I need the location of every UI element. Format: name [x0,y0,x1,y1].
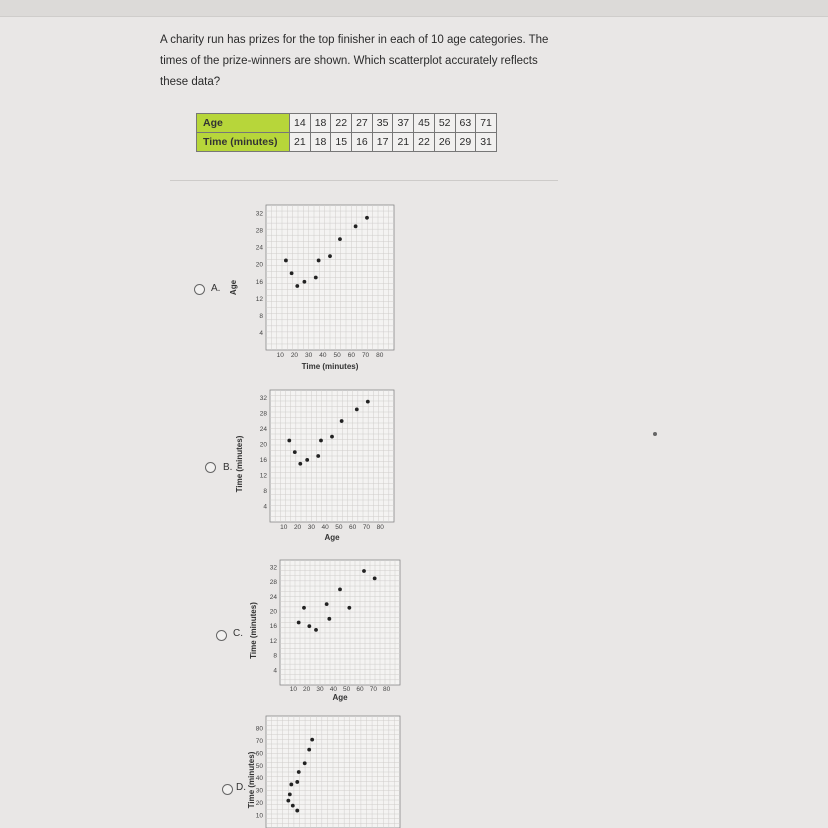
x-tick-label: 60 [356,686,364,693]
age-row [197,114,497,133]
data-point [289,783,293,787]
y-axis-label: Time (minutes) [249,602,258,659]
time-cell: 21 [393,133,414,152]
x-tick-label: 20 [303,686,311,693]
divider [170,180,558,181]
data-point [338,588,342,592]
y-tick-label: 16 [259,456,267,464]
y-tick-label: 28 [269,579,277,587]
data-point [340,419,344,423]
y-tick-label: 20 [259,441,267,449]
data-point [288,793,292,797]
option-b-letter: B. [223,462,233,473]
data-point [366,400,370,404]
time-cell: 22 [414,133,435,152]
time-cell: 15 [331,133,352,152]
age-cell: 71 [476,114,497,133]
x-tick-label: 80 [376,352,384,359]
data-point [297,770,301,774]
data-point [314,628,318,632]
y-tick-label: 24 [269,593,277,601]
x-tick-label: 40 [319,352,327,359]
data-point [325,602,329,606]
data-point [297,621,301,625]
data-point [290,271,294,275]
x-tick-label: 30 [307,524,315,531]
data-point [316,454,320,458]
time-cell: 21 [290,133,311,152]
age-cell: 63 [455,114,476,133]
data-point [293,450,297,454]
y-tick-label: 16 [269,623,277,631]
y-axis-label: Age [229,279,238,296]
x-tick-label: 50 [335,524,343,531]
data-point [362,569,366,573]
option-c-letter: C. [233,628,243,639]
y-tick-label: 12 [259,472,267,480]
data-point [317,259,321,263]
age-cell: 35 [372,114,393,133]
data-point [354,224,358,228]
time-cell: 26 [434,133,455,152]
y-tick-label: 8 [263,487,267,495]
y-tick-label: 24 [259,425,267,433]
age-cell: 22 [331,114,352,133]
y-tick-label: 50 [255,762,263,770]
y-axis-label: Time (minutes) [235,435,244,493]
question-text: A charity run has prizes for the top finisher in each of 10 age categories. The times of the prize-winners are shown. Which scatterplot accurately reflects these data? [160,34,549,88]
data-point [355,408,359,412]
age-cell: 14 [290,114,311,133]
data-point [347,606,351,610]
y-tick-label: 12 [269,637,277,645]
data-point [302,606,306,610]
y-tick-label: 40 [255,775,263,783]
option-c-scatterplot[interactable] [244,560,414,710]
data-point [295,780,299,784]
y-tick-label: 12 [255,295,263,303]
data-point [365,216,369,220]
data-point [287,439,291,443]
y-tick-label: 4 [273,667,277,675]
data-point [295,284,299,288]
data-point [303,280,307,284]
data-point [330,435,334,439]
data-point [303,761,307,765]
x-tick-label: 70 [369,686,377,693]
y-tick-label: 20 [269,608,277,616]
x-tick-label: 40 [329,686,337,693]
option-b-scatterplot[interactable] [232,390,402,550]
option-d-scatterplot[interactable] [247,716,412,828]
y-tick-label: 32 [255,210,263,218]
x-tick-label: 30 [316,686,324,693]
y-tick-label: 28 [259,410,267,418]
y-tick-label: 20 [255,261,263,269]
option-a-radio[interactable] [194,284,205,295]
y-tick-label: 4 [263,503,267,511]
age-cell: 45 [414,114,435,133]
data-point [310,738,314,742]
y-tick-label: 10 [255,812,263,820]
data-point [373,576,377,580]
x-tick-label: 60 [347,352,355,359]
x-tick-label: 20 [290,352,299,359]
data-point [314,276,318,280]
time-cell: 29 [455,133,476,152]
data-point [338,237,342,241]
option-a-scatterplot[interactable] [226,205,384,375]
data-table [196,113,497,152]
y-tick-label: 60 [255,750,263,758]
data-point [284,259,288,263]
data-point [286,799,290,803]
y-tick-label: 80 [255,725,263,733]
option-d-radio[interactable] [222,784,233,795]
x-tick-label: 70 [362,524,371,531]
time-cell: 18 [310,133,331,152]
y-tick-label: 28 [255,227,263,235]
data-point [291,804,295,808]
time-row [197,133,497,152]
data-point [295,809,299,813]
x-tick-label: 20 [293,524,302,531]
age-cell: 52 [434,114,455,133]
age-header: Age [197,114,290,133]
x-tick-label: 10 [276,352,284,359]
data-point [307,624,311,628]
x-tick-label: 40 [321,524,329,531]
y-tick-label: 32 [269,564,277,572]
time-cell: 31 [476,133,497,152]
time-cell: 17 [372,133,393,152]
age-cell: 37 [393,114,414,133]
y-tick-label: 70 [255,737,263,745]
x-axis-label: Age [332,693,348,702]
data-point [328,254,332,258]
data-point [307,748,311,752]
y-axis-label: Time (minutes) [247,751,256,809]
time-header: Time (minutes) [197,133,290,152]
x-tick-label: 80 [376,524,384,531]
x-tick-label: 10 [289,686,297,693]
x-tick-label: 30 [305,352,313,359]
y-tick-label: 16 [255,278,263,286]
y-tick-label: 24 [255,244,263,252]
option-c-radio[interactable] [216,630,227,641]
x-axis-label: Time (minutes) [301,362,359,371]
data-point [319,439,323,443]
y-tick-label: 8 [273,652,277,660]
age-cell: 27 [352,114,373,133]
option-b-radio[interactable] [205,462,216,473]
data-point [327,617,331,621]
x-tick-label: 50 [343,686,351,693]
data-point [298,462,302,466]
y-tick-label: 8 [259,312,263,320]
x-tick-label: 60 [349,524,357,531]
age-cell: 18 [310,114,331,133]
x-tick-label: 80 [383,686,391,693]
time-cell: 16 [352,133,373,152]
x-tick-label: 10 [280,524,288,531]
x-tick-label: 70 [361,352,370,359]
background-speck [653,432,657,436]
y-tick-label: 4 [259,329,263,337]
y-tick-label: 30 [255,787,263,795]
option-a-letter: A. [211,283,221,294]
option-d-letter: D. [236,782,246,793]
x-axis-label: Age [324,533,340,542]
y-tick-label: 20 [255,800,263,808]
x-tick-label: 50 [333,352,341,359]
top-bar [0,0,828,17]
data-point [305,458,309,462]
y-tick-label: 32 [259,394,267,402]
